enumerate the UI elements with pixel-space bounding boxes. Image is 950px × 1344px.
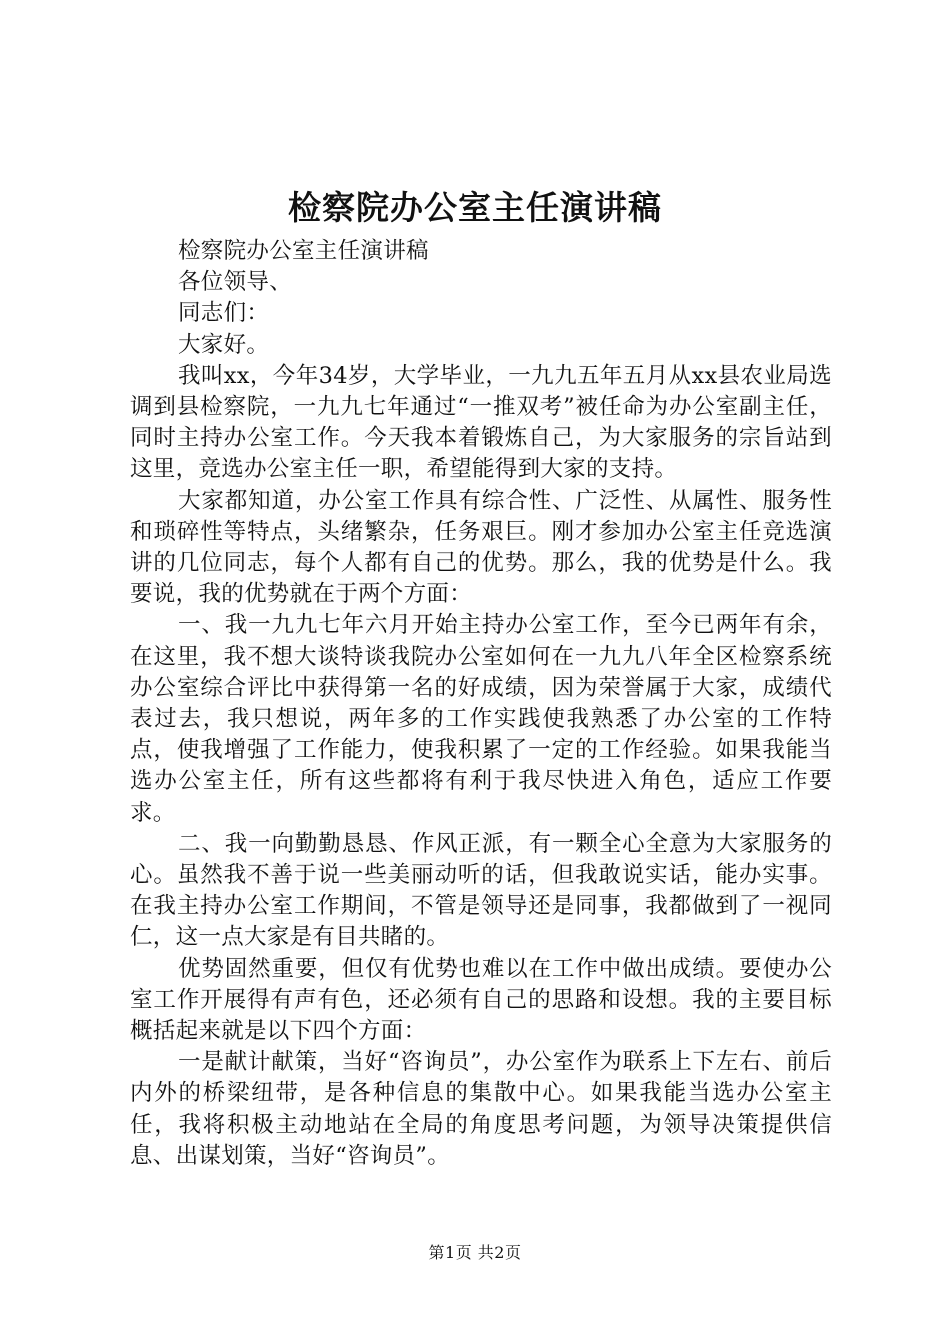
paragraph-advantage-two: 二、我一向勤勤恳恳、作风正派，有一颗全心全意为大家服务的心。虽然我不善于说一些美丽动听的话，但我敢说实话，能办实事。在我主持办公室工作期间，不管是领导还是同事，我都做到了一视同仁，这一点大家是有目共睹的。 <box>130 830 832 951</box>
paragraph-greeting: 大家好。 <box>178 331 270 358</box>
paragraph-goals-intro: 优势固然重要，但仅有优势也难以在工作中做出成绩。要使办公室工作开展得有声有色，还必须有自己的思路和设想。我的主要目标概括起来就是以下四个方面： <box>130 955 832 1045</box>
page-footer: 第1页 共2页 <box>428 1243 522 1262</box>
paragraph-salutation-comrades: 同志们： <box>178 300 270 327</box>
paragraph-salutation-leaders: 各位领导、 <box>178 269 293 296</box>
paragraph-heading: 检察院办公室主任演讲稿 <box>178 238 429 264</box>
paragraph-goal-one: 一是献计献策，当好“咨询员”，办公室作为联系上下左右、前后内外的桥梁纽带，是各种信息的集散中心。如果我能当选办公室主任，我将积极主动地站在全局的角度思考问题，为领导决策提供信息、出谋划策，当好“咨询员”。 <box>130 1049 832 1169</box>
paragraph-office-features: 大家都知道，办公室工作具有综合性、广泛性、从属性、服务性和琐碎性等特点，头绪繁杂，任务艰巨。刚才参加办公室主任竞选演讲的几位同志，每个人都有自己的优势。那么，我的优势是什么。我要说，我的优势就在于两个方面： <box>130 487 832 608</box>
document-title: 检察院办公室主任演讲稿 <box>288 188 662 227</box>
paragraph-introduction: 我叫xx，今年34岁，大学毕业，一九九五年五月从xx县农业局选调到县检察院，一九九七年通过“一推双考”被任命为办公室副主任，同时主持办公室工作。今天我本着锻炼自己，为大家服务的宗旨站到这里，竞选办公室主任一职，希望能得到大家的支持。 <box>130 362 832 483</box>
document-body <box>130 236 832 1172</box>
paragraph-advantage-one: 一、我一九九七年六月开始主持办公室工作，至今已两年有余，在这里，我不想大谈特谈我院办公室如何在一九九八年全区检察系统办公室综合评比中获得第一名的好成绩，因为荣誉属于大家，成绩代表过去，我只想说，两年多的工作实践使我熟悉了办公室的工作特点，使我增强了工作能力，使我积累了一定的工作经验。如果我能当选办公室主任，所有这些都将有利于我尽快进入角色，适应工作要求。 <box>130 612 832 826</box>
